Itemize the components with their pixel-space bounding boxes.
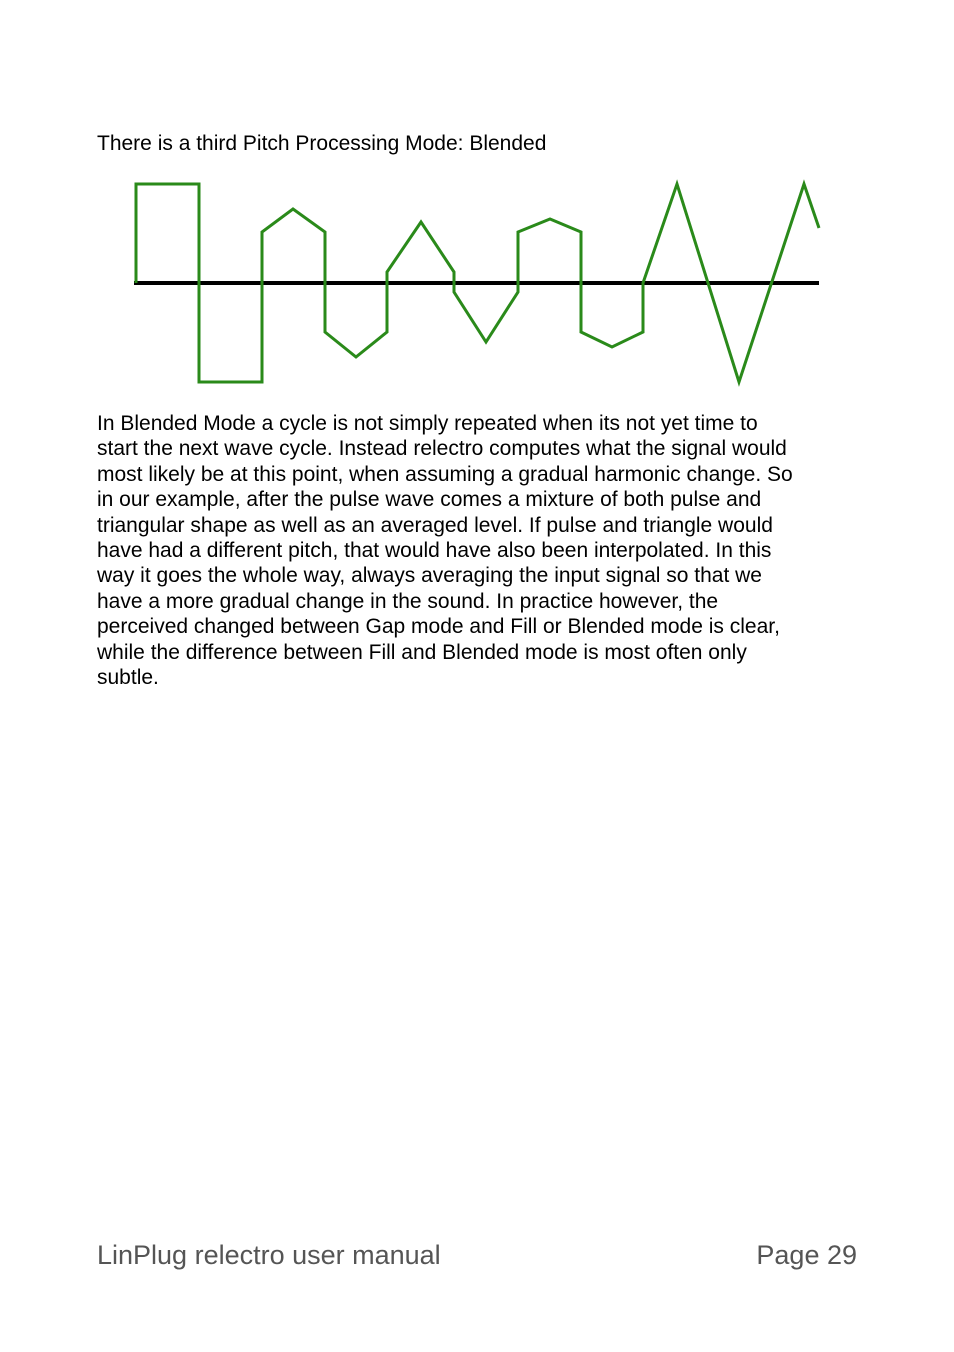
footer-manual-title: LinPlug relectro user manual: [97, 1240, 441, 1270]
footer-page-number: Page 29: [756, 1240, 857, 1270]
intro-text: There is a third Pitch Processing Mode: Blended: [97, 132, 547, 155]
body-line: In Blended Mode a cycle is not simply repeated when its not yet time to: [97, 412, 758, 435]
body-line: most likely be at this point, when assuming a gradual harmonic change. So: [97, 462, 793, 486]
body-line: in our example, after the pulse wave comes a mixture of both pulse and: [97, 488, 762, 512]
body-line: have had a different pitch, that would have also been interpolated. In this: [97, 539, 772, 563]
body-line: start the next wave cycle. Instead relectro computes what the signal would: [97, 437, 787, 461]
body-paragraph: [97, 411, 867, 690]
body-line: triangular shape as well as an averaged level. If pulse and triangle would: [97, 513, 773, 537]
body-line: perceived changed between Gap mode and Fill or Blended mode is clear,: [97, 615, 780, 639]
waveform-diagram: [130, 178, 822, 388]
blended-mode-waveform-figure: [130, 178, 822, 388]
body-line: while the difference between Fill and Blended mode is most often only: [97, 640, 747, 664]
body-line: way it goes the whole way, always averaging the input signal so that we: [97, 564, 762, 588]
body-line: have a more gradual change in the sound. In practice however, the: [97, 589, 719, 613]
body-line: subtle.: [97, 666, 159, 690]
